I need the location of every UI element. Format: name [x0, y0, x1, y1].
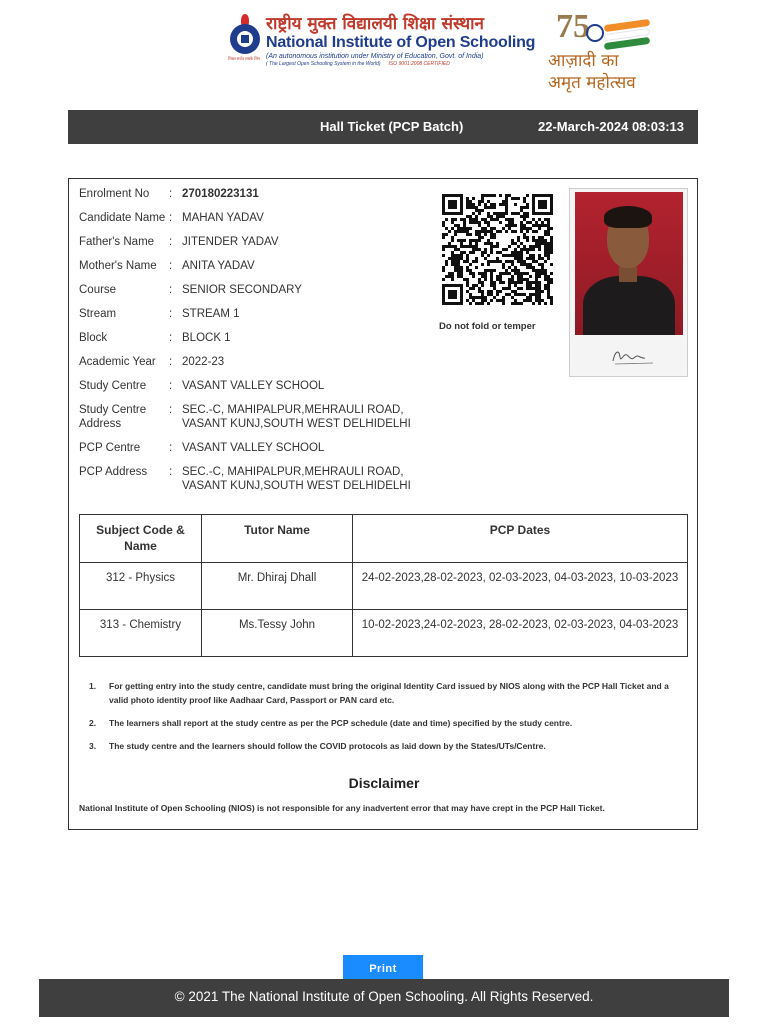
table-row	[80, 610, 688, 657]
field-mother-name: Mother's Name : ANITA YADAV	[79, 260, 255, 272]
fold-warning: Do not fold or temper	[439, 321, 536, 332]
subject-cell: 313 - Chemistry	[80, 610, 202, 657]
dates-cell: 24-02-2023,28-02-2023, 02-03-2023, 04-03-2023, 10-03-2023	[353, 563, 688, 610]
page-footer: © 2021 The National Institute of Open Schooling. All Rights Reserved.	[39, 979, 729, 1017]
list-item: 1. For getting entry into the study centre, candidate must bring the original Identity Card issued by NIOS along with the PCP Hall Ticket and a valid photo identity proof like Aadhaar Card, Passport or PAN card etc.	[89, 681, 669, 705]
field-enrolment-no: Enrolment No : 270180223131	[79, 188, 259, 200]
subject-cell: 312 - Physics	[80, 563, 202, 610]
print-button[interactable]: Print	[343, 955, 423, 981]
candidate-signature	[575, 339, 683, 373]
field-pcp-centre: PCP Centre : VASANT VALLEY SCHOOL	[79, 442, 325, 454]
field-block: Block : BLOCK 1	[79, 332, 231, 344]
field-candidate-name: Candidate Name : MAHAN YADAV	[79, 212, 264, 224]
generated-datetime: 22-March-2024 08:03:13	[538, 119, 684, 134]
field-course: Course : SENIOR SECONDARY	[79, 284, 302, 296]
col-subject: Subject Code & Name	[80, 515, 202, 563]
institute-tagline: ( The Largest Open Schooling System in the World) ISO 9001:2008 CERTIFIED	[266, 61, 450, 67]
qr-code	[441, 193, 555, 309]
hall-ticket-card	[68, 178, 698, 830]
field-father-name: Father's Name : JITENDER YADAV	[79, 236, 279, 248]
tutor-cell: Mr. Dhiraj Dhall	[202, 563, 353, 610]
iso-certification: ISO 9001:2008 CERTIFIED	[388, 61, 450, 67]
azadi-75: 75	[556, 8, 590, 45]
candidate-details	[79, 187, 429, 503]
table-header-row	[80, 515, 688, 563]
col-pcp-dates: PCP Dates	[353, 515, 688, 563]
page-header	[0, 8, 768, 98]
list-item: 3. The study centre and the learners should follow the COVID protocols as laid down by the States/UTs/Centre.	[89, 741, 546, 751]
subjects-table	[79, 514, 688, 657]
institute-name-english: National Institute of Open Schooling	[266, 34, 536, 51]
instructions-list	[89, 679, 689, 762]
candidate-photo	[575, 192, 683, 335]
institute-name-hindi: राष्ट्रीय मुक्त विद्यालयी शिक्षा संस्थान	[266, 14, 484, 34]
field-academic-year: Academic Year : 2022-23	[79, 356, 225, 368]
nios-logo	[228, 14, 535, 68]
page-title: Hall Ticket (PCP Batch)	[320, 119, 464, 134]
emblem-tagline: शिक्षा सर्वत्र सबके लिए	[228, 56, 261, 61]
list-item: 2. The learners shall report at the study centre as per the PCP schedule (date and time) specified by the study centre.	[89, 718, 573, 728]
field-study-centre: Study Centre : VASANT VALLEY SCHOOL	[79, 380, 325, 392]
institute-subtitle: (An autonomous institution under Ministry of Education, Govt. of India)	[266, 53, 484, 60]
hall-ticket-title-bar	[68, 110, 698, 144]
disclaimer-title: Disclaimer	[348, 775, 420, 791]
nios-emblem-icon	[228, 14, 262, 61]
field-pcp-address: PCP Address : SEC.-C, MAHIPALPUR,MEHRAULI ROAD, VASANT KUNJ,SOUTH WEST DELHIDELHI	[79, 466, 411, 492]
tutor-cell: Ms.Tessy John	[202, 610, 353, 657]
disclaimer-text: National Institute of Open Schooling (NIOS) is not responsible for any inadvertent error that may have crept in the PCP Hall Ticket.	[79, 803, 605, 813]
chakra-icon	[586, 24, 604, 42]
field-study-centre-address: Study Centre Address : SEC.-C, MAHIPALPUR,MEHRAULI ROAD, VASANT KUNJ,SOUTH WEST DELHIDELHI	[79, 404, 411, 430]
candidate-photo-box	[569, 188, 688, 377]
azadi-ka-amrit-mahotsav-logo	[546, 8, 670, 98]
azadi-line1: आज़ादी का	[548, 51, 619, 71]
field-stream: Stream : STREAM 1	[79, 308, 240, 320]
col-tutor: Tutor Name	[202, 515, 353, 563]
dates-cell: 10-02-2023,24-02-2023, 28-02-2023, 02-03-2023, 04-03-2023	[353, 610, 688, 657]
table-row	[80, 563, 688, 610]
azadi-line2: अमृत महोत्सव	[548, 73, 636, 93]
